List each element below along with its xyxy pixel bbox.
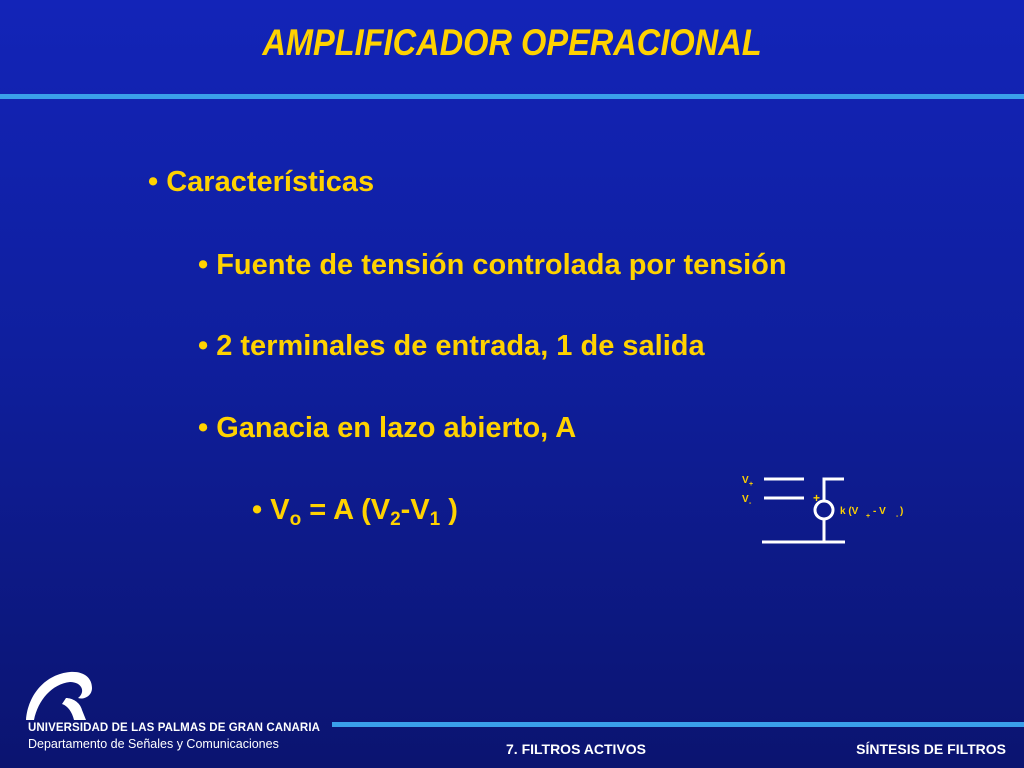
university-name: UNIVERSIDAD DE LAS PALMAS DE GRAN CANARIA xyxy=(28,722,321,734)
label-vplus: V xyxy=(742,475,749,486)
label-vplus-sub: + xyxy=(749,481,754,488)
bullet-text: Ganacia en lazo abierto, A xyxy=(216,412,577,444)
source-label-a: k (V xyxy=(840,506,859,517)
formula-mid1: = A (V xyxy=(301,494,391,526)
opamp-model-diagram xyxy=(736,462,926,554)
bullet-marker: • xyxy=(198,330,209,362)
source-label-b: - V xyxy=(873,506,886,517)
bullet-marker: • xyxy=(148,166,159,198)
formula-sub-2: 2 xyxy=(390,509,401,530)
bullet-text: Fuente de tensión controlada por tensión xyxy=(216,249,787,281)
bullet-text: Características xyxy=(166,166,375,198)
formula-v: V xyxy=(270,494,290,526)
bullet-ganancia xyxy=(198,412,576,445)
title-divider xyxy=(0,94,1024,99)
bullet-formula xyxy=(252,494,458,530)
bullet-terminales xyxy=(198,330,705,363)
label-vminus: V xyxy=(742,494,749,505)
footer-divider xyxy=(332,722,1024,727)
formula-mid2: -V xyxy=(400,494,430,526)
source-label-c: ) xyxy=(900,506,904,517)
source-label-sub1: + xyxy=(866,513,871,520)
source-plus-sign: + xyxy=(813,491,821,505)
bullet-fuente xyxy=(198,249,787,282)
formula-end: ) xyxy=(440,494,458,526)
department-name: Departamento de Señales y Comunicaciones xyxy=(28,737,279,751)
bullet-marker: • xyxy=(252,494,263,526)
bullet-marker: • xyxy=(198,249,209,281)
source-upper-wire xyxy=(824,479,844,500)
label-vminus-sub: - xyxy=(749,500,752,507)
formula-sub-1: 1 xyxy=(429,509,441,530)
footer-course: SÍNTESIS DE FILTROS xyxy=(856,741,1006,757)
bullet-caracteristicas xyxy=(148,166,374,199)
bullet-text: 2 terminales de entrada, 1 de salida xyxy=(216,330,705,362)
source-label-sub2: - xyxy=(896,513,899,520)
formula-sub-o: o xyxy=(289,509,302,530)
ulpgc-logo-icon xyxy=(22,668,98,722)
footer-chapter: 7. FILTROS ACTIVOS xyxy=(506,741,647,757)
slide-title: AMPLIFICADOR OPERACIONAL xyxy=(262,22,762,63)
bullet-marker: • xyxy=(198,412,209,444)
